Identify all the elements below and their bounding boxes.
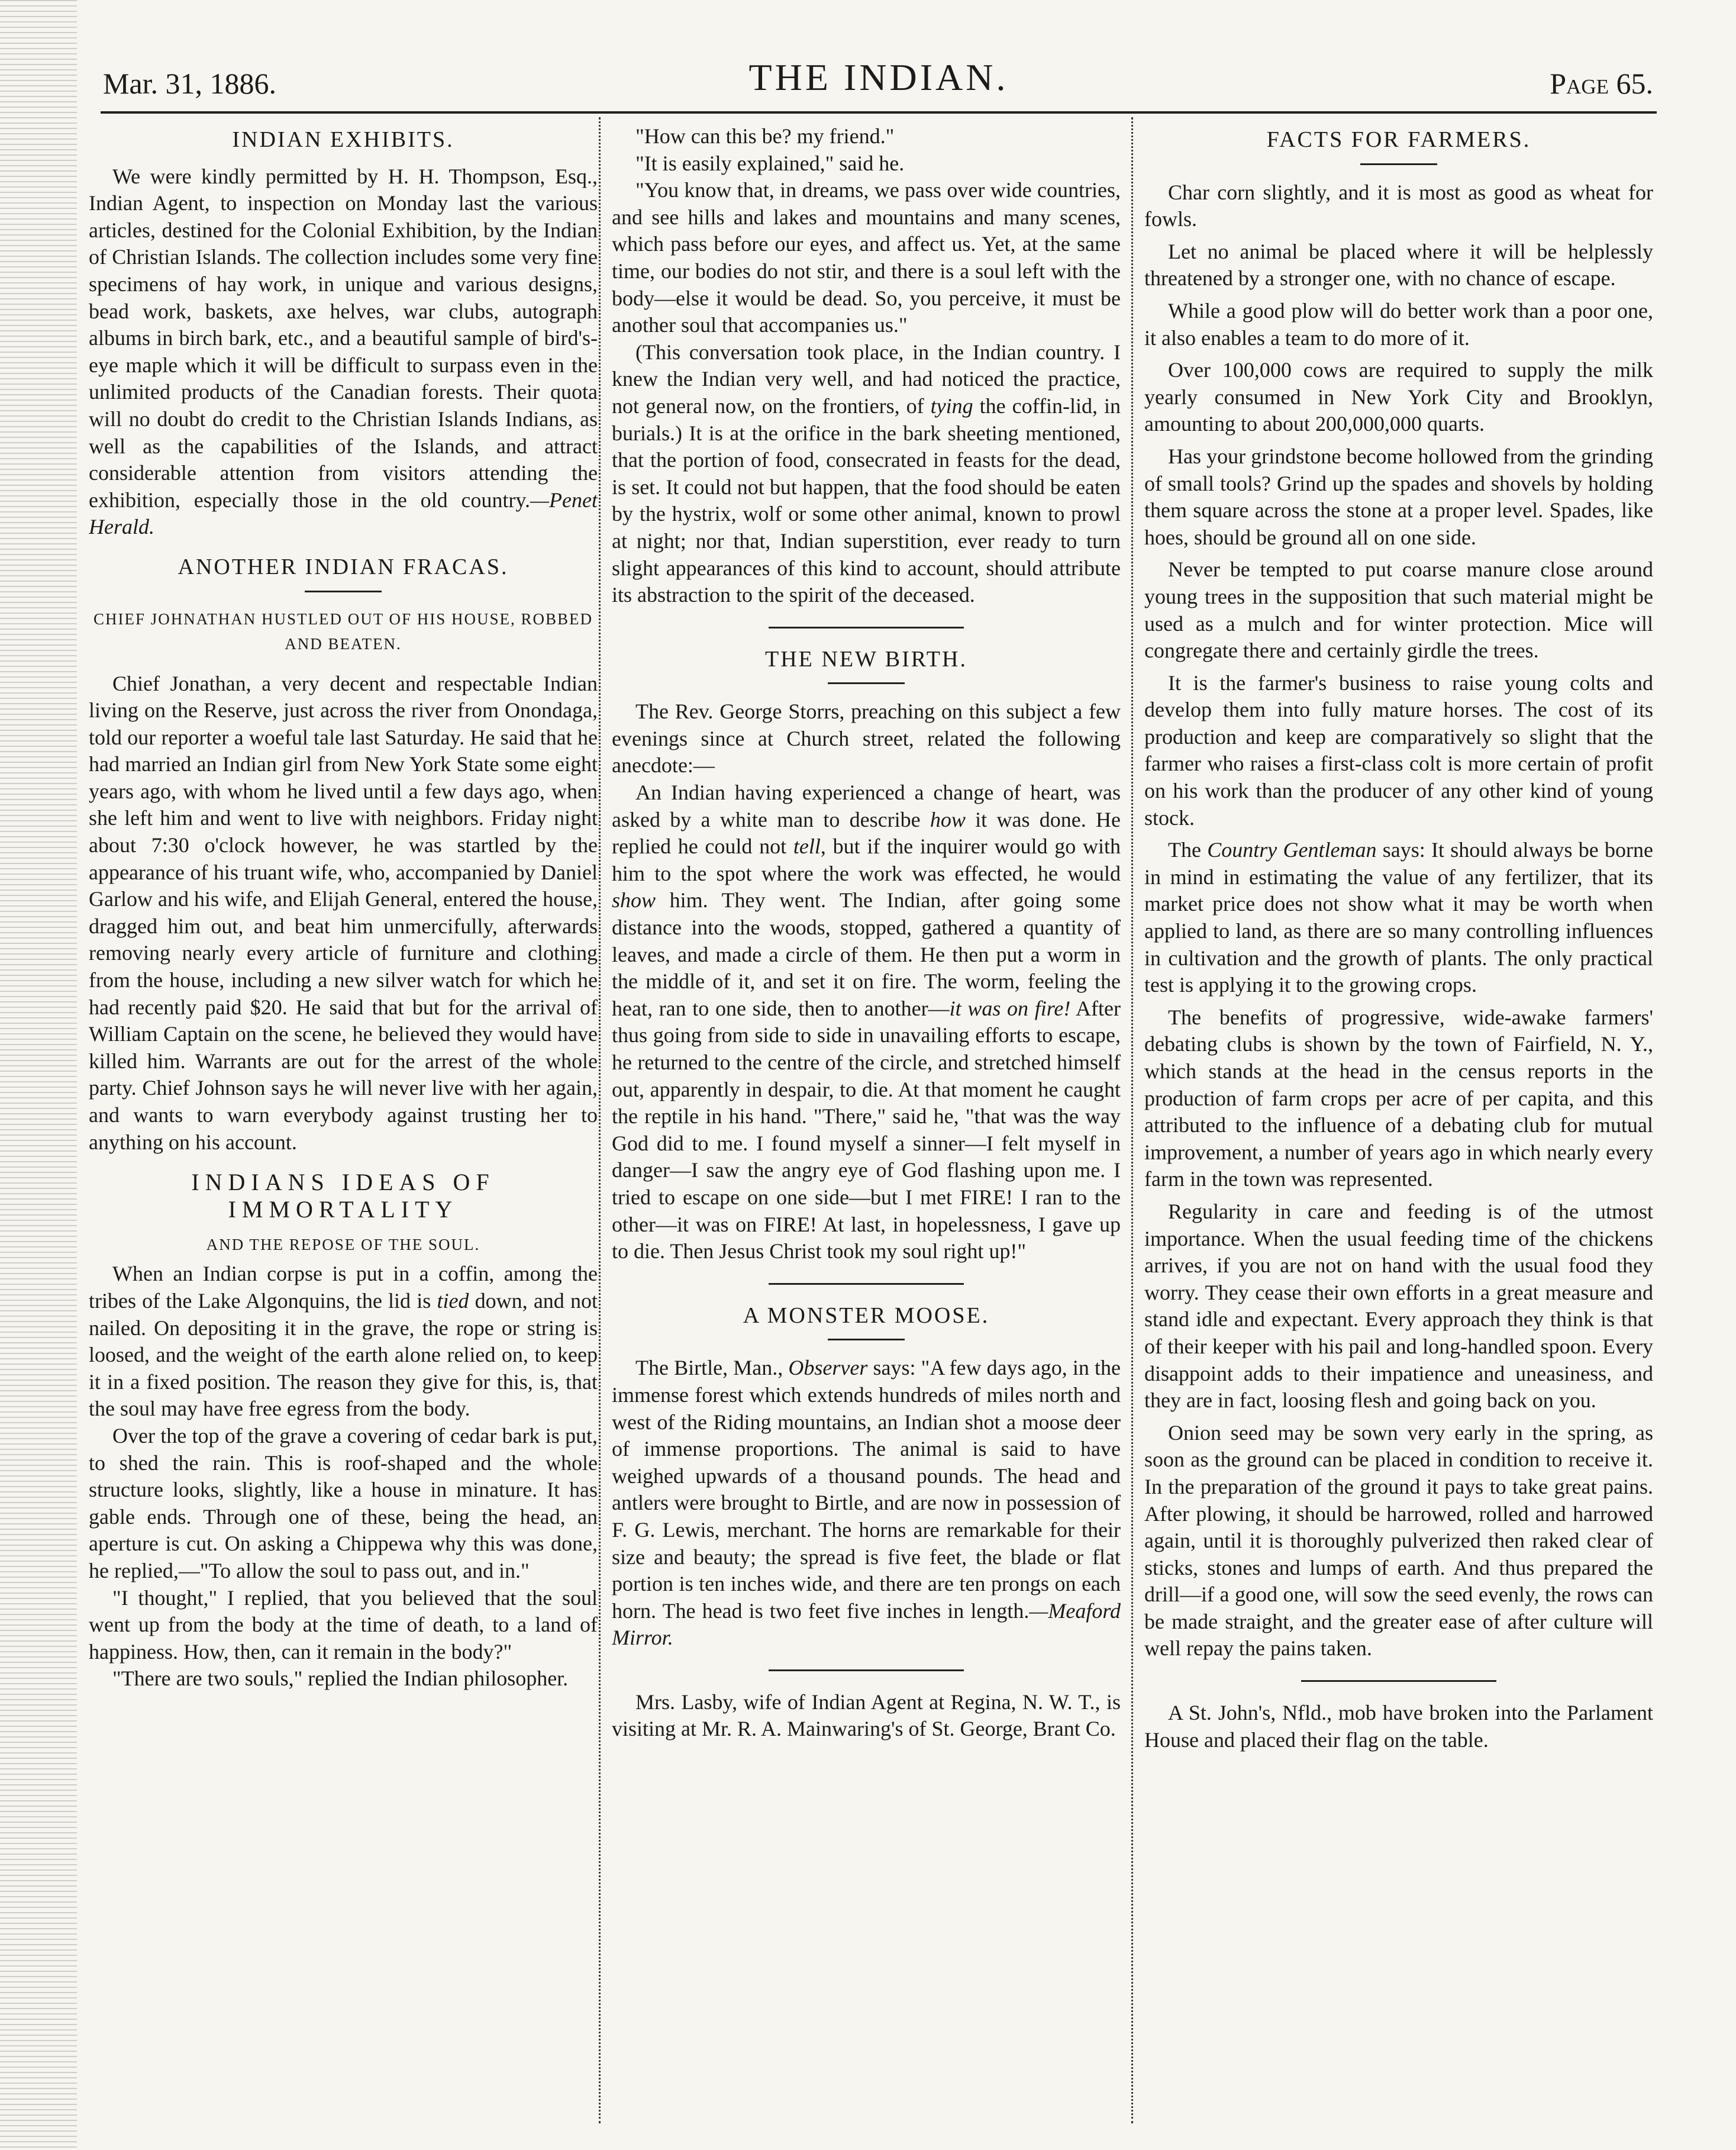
article-source: —Meaford Mirror. <box>612 1598 1121 1650</box>
article-subtitle: CHIEF JOHNATHAN HUSTLED OUT OF HIS HOUSE, ROBBED AND BEATEN. <box>93 610 593 653</box>
article-paragraph: "There are two souls," replied the Indian philosopher. <box>112 1667 569 1691</box>
emphasis: it was on fire! <box>949 996 1071 1020</box>
masthead <box>101 46 1657 114</box>
article-paragraph: "You know that, in dreams, we pass over wide countries, and see hills and lakes and mountains and many scenes, which pass before our eyes, and affect us. Yet, at the same time, our bodies do not stir, and there is a soul left with the body—else it would be dead. So, you perceive, it must be another soul that accompanies us." <box>612 178 1121 337</box>
emphasis: show <box>612 888 656 913</box>
article-paragraph: "How can this be? my friend." <box>635 124 895 148</box>
newspaper-title: THE INDIAN. <box>748 56 1009 98</box>
article-source: —Penet Herald. <box>89 488 598 539</box>
article-paragraph: Chief Jonathan, a very decent and respectable Indian living on the Reserve, just across the river from Onondaga, told our reporter a woeful tale last Saturday. He said that he had married an Indian girl from New York State some eight years ago, with whom he lived until a few days ago, when she left him and went to live with neighbors. Friday night about 7:30 o'clock however, he was startled by the appearance of his truant wife, who, accompanied by Daniel Garlow and his wife, and Elijah General, entered the house, dragged him out, and beat him unmercifully, afterwards removing nearly every article of furniture and clothing from the house, including a new silver watch for which he had recently paid $20. He said that but for the arrival of William Captain on the scene, he believed they would have killed him. Warrants are out for the arrest of the whole party. Chief Johnson says he will never live with her again, and wants to warn everybody against trusting her to anything on his account. <box>89 671 598 1154</box>
paragraph-text: , but if the inquirer would go with him to the spot where the work was effected, he would <box>612 834 1121 885</box>
paragraph-text: says: "A few days ago, in the immense forest which extends hundreds of miles north and west of the Riding mountains, an Indian shot a moose deer of immense proportions. The animal is said to have weighed upwards of a thousand pounds. The head and antlers were brought to Birtle, and are now in possession of F. G. Lewis, merchant. The horns are remarkable for their size and beauty; the spread is five feet, the blade or flat portion is ten inches wide, and there are ten prongs on each horn. The head is two feet five inches in length. <box>612 1356 1121 1623</box>
article-title-the-new-birth: THE NEW BIRTH. <box>765 646 967 672</box>
paragraph-text: The <box>1168 838 1208 862</box>
article-paragraph <box>89 163 598 541</box>
column-divider <box>599 117 601 2123</box>
paragraph-text: it was done. He replied he could not <box>612 807 1121 859</box>
emphasis: tied <box>437 1288 469 1313</box>
paragraph-text: the coffin-lid, in burials.) It is at the orifice in the bark sheeting mentioned, that the portion of food, consecrated in feasts for the dead, is set. It could not but happen, that the food should be eaten by the hystrix, wolf or some other animal, known to prowl at night; nor that, Indian superstition, ever ready to turn slight appearances of this kind to account, should attribute its abstraction to the spirit of the deceased. <box>612 394 1121 607</box>
title-rule <box>1360 163 1437 165</box>
article-paragraph: The Rev. George Storrs, preaching on this subject a few evenings since at Church street, related the following anecdote:— <box>612 700 1121 778</box>
column-divider <box>1131 117 1133 2123</box>
farm-fact: Has your grindstone become hollowed from the grinding of small tools? Grind up the spades and shovels by holding them square across the stone at a proper level. Spades, like hoes, should be ground all on one side. <box>1144 444 1653 549</box>
article-subtitle: AND THE REPOSE OF THE SOUL. <box>206 1236 480 1254</box>
section-rule <box>769 627 964 628</box>
paragraph-text: An Indian having experienced a change of heart, was asked by a white man to describe <box>612 781 1121 831</box>
farm-fact: Let no animal be placed where it will be helplessly threatened by a stronger one, with no chance of escape. <box>1144 239 1653 291</box>
farm-fact: The benefits of progressive, wide-awake farmers' debating clubs is shown by the town of Fairfield, N. Y., which stands at the head in the census reports in the production of farm crops per acre of per capita, and this attributed to the influence of a debating club for mutual improvement, a number of years ago in which nearly every farm in the town was represented. <box>1144 1005 1653 1191</box>
title-rule <box>828 1339 905 1340</box>
farm-fact: Never be tempted to put coarse manure close around young trees in the supposition that such material might be used as a mulch and for winter protection. Mice will congregate there and certainly girdle the trees. <box>1144 557 1653 663</box>
column-2 <box>612 123 1121 2117</box>
article-paragraph: Over the top of the grave a covering of cedar bark is put, to shed the rain. This is roof-shaped and the whole structure looks, slightly, like a house in minature. It has gable ends. Through one of these, being the head, an aperture is cut. On asking a Chippewa why this was done, he replied,—"To allow the soul to pass out, and in." <box>89 1423 598 1582</box>
paragraph-text: After thus going from side to side in unavailing efforts to escape, he returned to the centre of the circle, and stretched himself out, apparently in despair, to die. At that moment he caught the reptile in his hand. "There," said he, "that was the way God did to me. I found myself a sinner—I felt myself in danger—I saw the angry eye of God flashing upon me. I tried to escape on one side—but I met FIRE! I ran to the other—it was on FIRE! At last, in hopelessness, I gave up to die. Then Jesus Christ took my soul right up!" <box>612 996 1121 1263</box>
page-number: Page 65. <box>1550 67 1653 100</box>
paragraph-text: We were kindly permitted by H. H. Thompson, Esq., Indian Agent, to inspection on Monday last the various articles, destined for the Colonial Exhibition, by the Indian of Christian Islands. The collection includes some very fine specimens of hay work, in unique and various designs, bead work, baskets, axe helves, war clubs, autograph albums in birch bark, etc., and a beautiful sample of bird's-eye maple which it will be difficult to surpass even in the unlimited products of the Canadian forests. Their quota will no doubt do credit to the Christian Islands Indians, as well as the capabilities of the Islands, and attract considerable attention from visitors attending the exhibition, especially those in the old country. <box>89 164 598 512</box>
article-paragraph: "It is easily explained," said he. <box>635 151 905 175</box>
paragraph-text: says: It should always be borne in mind in estimating the value of any fertilizer, that its market price does not show what it may be worth when applied to land, as there are so many controlling influences in cultivation and the growth of plants. The only practical test is applying it to the growing crops. <box>1144 838 1653 997</box>
farm-fact: It is the farmer's business to raise young colts and develop them into fully mature horses. The cost of its production and keep are comparatively so slight that the farmer who raises a first-class colt is more certain of profit on his work than the producer of any other kind of young stock. <box>1144 671 1653 830</box>
paragraph-text: When an Indian corpse is put in a coffin, among the tribes of the Lake Algonquins, the lid is <box>89 1262 598 1313</box>
article-title-indian-exhibits: INDIAN EXHIBITS. <box>232 127 454 152</box>
emphasis: tying <box>930 394 973 418</box>
farm-fact: Onion seed may be sown very early in the spring, as soon as the ground can be placed in condition to receive it. In the preparation of the ground it pays to take great pains. After plowing, it should be harrowed, rolled and harrowed again, until it is thoroughly pulverized then raked clear of sticks, stones and lumps of earth. And thus prepared the drill—if a good one, will sow the seed evenly, the rows can be made straight, and the greater ease of after culture will well repay the pains taken. <box>1144 1420 1653 1661</box>
article-title-another-indian-fracas: ANOTHER INDIAN FRACAS. <box>178 554 509 579</box>
paragraph-text: him. They went. The Indian, after going some distance into the woods, stopped, gathered a quantity of leaves, and made a circle of them. He then put a worm in the middle of it, and set it on fire. The worm, feeling the heat, ran to one side, then to another— <box>612 888 1121 1020</box>
paragraph-text: (This conversation took place, in the Indian country. I knew the Indian very well, and had noticed the practice, not general now, on the frontiers, of <box>612 340 1121 418</box>
article-paragraph: "I thought," I replied, that you believed that the soul went up from the body at the time of death, to a land of happiness. How, then, can it remain in the body?" <box>89 1585 598 1664</box>
farm-fact <box>1144 837 1653 999</box>
article-paragraph <box>89 1261 598 1423</box>
emphasis: tell <box>793 834 821 859</box>
farm-fact: Regularity in care and feeding is of the utmost importance. When the usual feeding time of the chickens arrives, if you are not on hand with the usual food they worry. They cease their own efforts in a great measure and stand idle and expectant. Every approach they think is that of their keeper with his pail and long-handled spoon. Every disappoint adds to their impatience and uneasiness, and they are in fact, loosing flesh and going back on you. <box>1144 1199 1653 1413</box>
title-rule <box>828 682 905 684</box>
emphasis: Observer <box>788 1356 868 1380</box>
column-3 <box>1144 123 1653 2117</box>
column-1 <box>89 123 598 2117</box>
emphasis: Country Gentleman <box>1207 838 1377 862</box>
farm-fact: Over 100,000 cows are required to supply the milk yearly consumed in New York City and Brooklyn, amounting to about 200,000,000 quarts. <box>1144 358 1653 436</box>
emphasis: how <box>930 807 966 831</box>
paragraph-text: The Birtle, Man., <box>635 1356 789 1380</box>
article-paragraph: Mrs. Lasby, wife of Indian Agent at Regina, N. W. T., is visiting at Mr. R. A. Mainwaring's of St. George, Brant Co. <box>612 1690 1121 1741</box>
paragraph-text: down, and not nailed. On depositing it in the grave, the rope or string is loosed, and the weight of the earth alone relied on, to keep it in a fixed position. The reason they give for this, is, that the soul may have free egress from the body. <box>89 1288 598 1421</box>
article-paragraph <box>612 779 1121 1265</box>
farm-fact: While a good plow will do better work than a poor one, it also enables a team to do more of it. <box>1144 298 1653 350</box>
article-paragraph <box>612 339 1121 609</box>
article-title-a-monster-moose: A MONSTER MOOSE. <box>743 1303 990 1328</box>
farm-fact: Char corn slightly, and it is most as good as wheat for fowls. <box>1144 180 1653 231</box>
section-rule <box>1301 1680 1496 1682</box>
section-rule <box>769 1283 964 1285</box>
left-margin-damage <box>0 0 77 2150</box>
article-title-facts-for-farmers: FACTS FOR FARMERS. <box>1266 127 1531 152</box>
article-title-indians-ideas-of-immortality: INDIANS IDEAS OF IMMORTALITY <box>191 1169 495 1223</box>
news-item: A St. John's, Nfld., mob have broken into the Parlament House and placed their flag on the table. <box>1144 1701 1653 1752</box>
section-rule <box>769 1669 964 1671</box>
title-rule <box>305 591 382 592</box>
article-paragraph <box>612 1355 1121 1652</box>
issue-date: Mar. 31, 1886. <box>103 67 277 100</box>
